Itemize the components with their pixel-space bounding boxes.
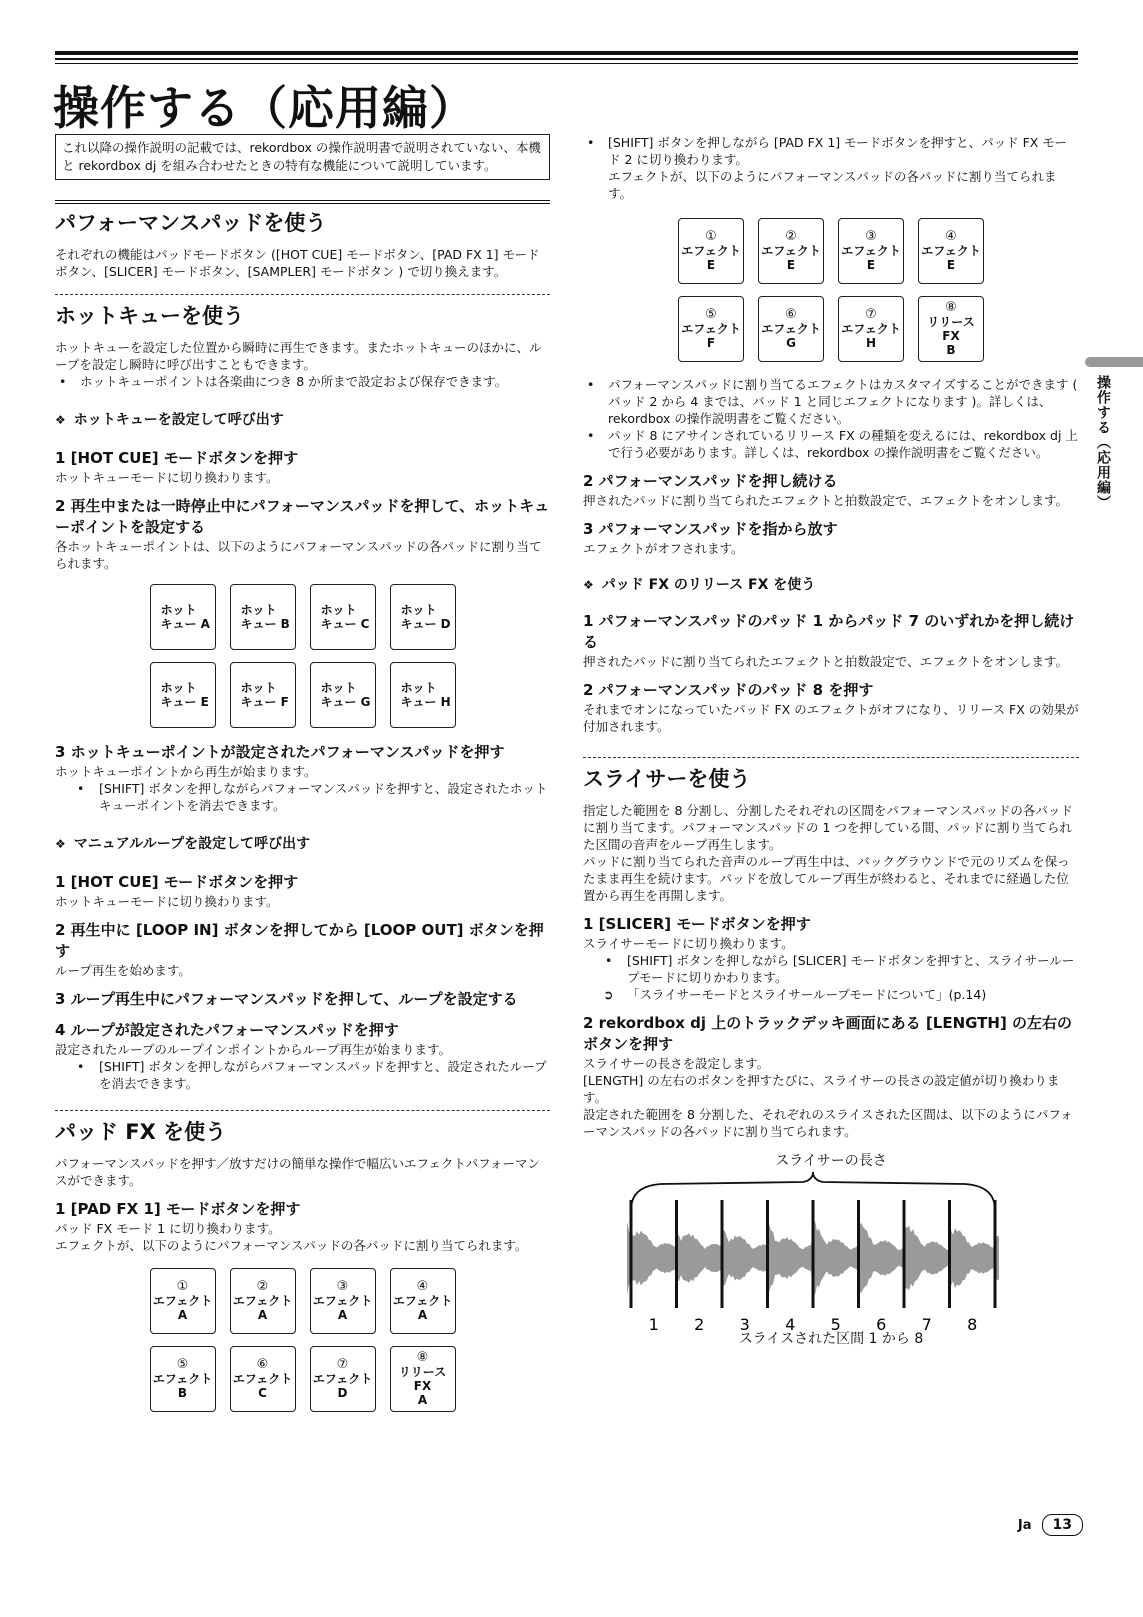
hot-cue-step3-bullet: • [SHIFT] ボタンを押しながらパフォーマンスパッドを押すと、設定されたホットキューポイントを消去できます。 bbox=[55, 780, 550, 814]
manual-loop-sub-heading: ❖ マニュアルループを設定して呼び出す bbox=[55, 836, 311, 852]
hot-cue-sub-heading: ❖ ホットキューを設定して呼び出す bbox=[55, 412, 284, 428]
pad-fx1-5: ⑤ エフェクト B bbox=[150, 1346, 216, 1412]
pad-fx2-5: ⑤ エフェクト F bbox=[678, 296, 744, 362]
performance-pads-heading: パフォーマンスパッドを使う bbox=[55, 200, 550, 238]
slice-number: 5 bbox=[830, 1315, 841, 1334]
pad-fx1-3: ③ エフェクト A bbox=[310, 1268, 376, 1334]
pad-fx-mode2-grid bbox=[583, 218, 1079, 362]
pad-fx-mode1-grid bbox=[55, 1268, 550, 1412]
release-step1-title: 1 パフォーマンスパッドのパッド 1 からパッド 7 のいずれかを押し続ける bbox=[583, 612, 1075, 651]
pad-fx-step1-body1: パッド FX モード 1 に切り換わります。 bbox=[55, 1221, 281, 1236]
slice-number: 8 bbox=[967, 1315, 978, 1334]
slicer-step1-title: 1 [SLICER] モードボタンを押す bbox=[583, 915, 811, 933]
hot-cue-step1-title: 1 [HOT CUE] モードボタンを押す bbox=[55, 449, 299, 467]
loop-step1-title: 1 [HOT CUE] モードボタンを押す bbox=[55, 873, 299, 891]
diamond-icon: ❖ bbox=[583, 578, 594, 592]
pad-fx2-8: ⑧ リリース FX B bbox=[918, 296, 984, 362]
pad-fx-step3-title: 3 パフォーマンスパッドを指から放す bbox=[583, 520, 838, 538]
slicer-step1-body: スライサーモードに切り換わります。 bbox=[583, 936, 794, 951]
side-tab bbox=[1085, 357, 1143, 367]
pad-hot-cue-d: ホット キュー D bbox=[390, 584, 456, 650]
language-code: Ja bbox=[1017, 1517, 1032, 1533]
slicer-step1-bullet: • [SHIFT] ボタンを押しながら [SLICER] モードボタンを押すと、スライサーループモードに切りかわります。 bbox=[583, 952, 1079, 986]
slicer-step2-body1: スライサーの長さを設定します。 bbox=[583, 1056, 770, 1071]
top-rule bbox=[55, 51, 1078, 64]
loop-step4-bullet: • [SHIFT] ボタンを押しながらパフォーマンスパッドを押すと、設定されたループを消去できます。 bbox=[55, 1058, 550, 1092]
hot-cue-heading: ホットキューを使う bbox=[55, 294, 550, 331]
intro-box: これ以降の操作説明の記載では、rekordbox の操作説明書で説明されていない、本機と rekordbox dj を組み合わせたときの特有な機能について説明しています。 bbox=[55, 134, 550, 180]
hot-cue-body: ホットキューを設定した位置から瞬時に再生できます。またホットキューのほかに、ループを設定し瞬時に呼び出すこともできます。 bbox=[55, 340, 542, 372]
page-number: 13 bbox=[1042, 1514, 1083, 1536]
pad-fx-step2-title: 2 パフォーマンスパッドを押し続ける bbox=[583, 472, 838, 490]
slicer-figure bbox=[583, 1148, 1079, 1368]
slicer-heading: スライサーを使う bbox=[583, 757, 1079, 794]
loop-step2-title: 2 再生中に [LOOP IN] ボタンを押してから [LOOP OUT] ボタンを押す bbox=[55, 921, 544, 960]
side-section-label: 操作する（応用編） bbox=[1095, 375, 1111, 510]
pad-hot-cue-f: ホット キュー F bbox=[230, 662, 296, 728]
slicer-body1: 指定した範囲を 8 分割し、分割したそれぞれの区間をパフォーマンスパッドの各パッドに割り当てます。パフォーマンスパッドの 1 つを押している間、パッドに割り当てられた区間の音声をループ再生します。 bbox=[583, 803, 1073, 852]
pad-fx1-8: ⑧ リリース FX A bbox=[390, 1346, 456, 1412]
pad-fx2-7: ⑦ エフェクト H bbox=[838, 296, 904, 362]
pad-hot-cue-e: ホット キュー E bbox=[150, 662, 216, 728]
pad-hot-cue-g: ホット キュー G bbox=[310, 662, 376, 728]
slicer-step2-body2: [LENGTH] の左右のボタンを押すたびに、スライサーの長さの設定値が切り換わります。 bbox=[583, 1073, 1060, 1105]
pad-fx2-6: ⑥ エフェクト G bbox=[758, 296, 824, 362]
slice-number: 3 bbox=[739, 1315, 750, 1334]
slice-number: 6 bbox=[876, 1315, 887, 1334]
hot-cue-bullet: • ホットキューポイントは各楽曲につき 8 か所まで設定および保存できます。 bbox=[55, 373, 550, 390]
arrow-icon: ➲ bbox=[603, 987, 614, 1002]
pad-fx1-1: ① エフェクト A bbox=[150, 1268, 216, 1334]
pad-fx1-2: ② エフェクト A bbox=[230, 1268, 296, 1334]
pad-fx-step1-title: 1 [PAD FX 1] モードボタンを押す bbox=[55, 1200, 301, 1218]
diamond-icon: ❖ bbox=[55, 837, 66, 851]
pad-hot-cue-h: ホット キュー H bbox=[390, 662, 456, 728]
release-step2-body: それまでオンになっていたパッド FX のエフェクトがオフになり、リリース FX の効果が付加されます。 bbox=[583, 702, 1079, 734]
slicer-body2: パッドに割り当てられた音声のループ再生中は、バックグラウンドで元のリズムを保ったまま再生を続けます。パッドを放してループ再生が終わると、それまでに経過した位置から再生を再開します。 bbox=[583, 854, 1070, 903]
hot-cue-step2-title: 2 再生中または一時停止中にパフォーマンスパッドを押して、ホットキューポイントを設定する bbox=[55, 497, 550, 536]
pad-hot-cue-c: ホット キュー C bbox=[310, 584, 376, 650]
pad-fx-bullet-release: • パッド 8 にアサインされているリリース FX の種類を変えるには、rekordbox dj 上で行う必要があります。詳しくは、rekordbox の操作説明書をご覧ください。 bbox=[583, 427, 1079, 461]
slicer-length-label: スライサーの長さ bbox=[775, 1153, 887, 1169]
pad-fx-step3-body: エフェクトがオフされます。 bbox=[583, 541, 744, 556]
pad-fx-mode2-body: エフェクトが、以下のようにパフォーマンスパッドの各パッドに割り当てられます。 bbox=[608, 169, 1057, 201]
slicer-step1-ref: ➲ 「スライサーモードとスライサーループモードについて」(p.14) bbox=[603, 987, 987, 1002]
pad-hot-cue-a: ホット キュー A bbox=[150, 584, 216, 650]
left-column bbox=[55, 134, 550, 1426]
loop-step2-body: ループ再生を始めます。 bbox=[55, 963, 191, 978]
slice-number: 7 bbox=[921, 1315, 932, 1334]
pad-fx1-4: ④ エフェクト A bbox=[390, 1268, 456, 1334]
pad-hot-cue-b: ホット キュー B bbox=[230, 584, 296, 650]
hot-cue-step3-title: 3 ホットキューポイントが設定されたパフォーマンスパッドを押す bbox=[55, 743, 505, 761]
page-title: 操作する（応用編） bbox=[53, 81, 476, 135]
loop-step3-title: 3 ループ再生中にパフォーマンスパッドを押して、ループを設定する bbox=[55, 990, 518, 1008]
pad-fx-mode2-bullet: • [SHIFT] ボタンを押しながら [PAD FX 1] モードボタンを押すと、パッド FX モード 2 に切り換わります。 bbox=[583, 134, 1079, 168]
slicer-sections-label: スライスされた区間 1 から 8 bbox=[738, 1331, 924, 1347]
pad-fx-step2-body: 押されたパッドに割り当てられたエフェクトと拍数設定で、エフェクトをオンします。 bbox=[583, 493, 1069, 508]
pad-fx2-4: ④ エフェクト E bbox=[918, 218, 984, 284]
pad-fx-step1-body2: エフェクトが、以下のようにパフォーマンスパッドの各パッドに割り当てられます。 bbox=[55, 1238, 528, 1253]
page-footer bbox=[1018, 1514, 1083, 1536]
slicer-step2-body3: 設定された範囲を 8 分割した、それぞれのスライスされた区間は、以下のようにパフォーマンスパッドの各パッドに割り当てられます。 bbox=[583, 1107, 1073, 1139]
slice-number: 4 bbox=[785, 1315, 796, 1334]
diamond-icon: ❖ bbox=[55, 413, 66, 427]
loop-step4-title: 4 ループが設定されたパフォーマンスパッドを押す bbox=[55, 1021, 399, 1039]
slice-number: 1 bbox=[648, 1315, 659, 1334]
release-step1-body: 押されたパッドに割り当てられたエフェクトと拍数設定で、エフェクトをオンします。 bbox=[583, 654, 1069, 669]
pad-fx-heading: パッド FX を使う bbox=[55, 1110, 550, 1147]
loop-step1-body: ホットキューモードに切り換わります。 bbox=[55, 894, 279, 909]
release-fx-sub-heading: ❖ パッド FX のリリース FX を使う bbox=[583, 577, 816, 593]
release-step2-title: 2 パフォーマンスパッドのパッド 8 を押す bbox=[583, 681, 874, 699]
pad-fx2-1: ① エフェクト E bbox=[678, 218, 744, 284]
hot-cue-step2-body: 各ホットキューポイントは、以下のようにパフォーマンスパッドの各パッドに割り当てられます。 bbox=[55, 539, 542, 571]
loop-step4-body: 設定されたループのループインポイントからループ再生が始まります。 bbox=[55, 1042, 452, 1057]
pad-fx-bullet-customize: • パフォーマンスパッドに割り当てるエフェクトはカスタマイズすることができます ( パッド 2 から 4 までは、パッド 1 と同じエフェクトになります )。詳しくは、rekordbox の操作説明書をご覧ください。 bbox=[583, 376, 1079, 427]
pad-fx-body: パフォーマンスパッドを押す／放すだけの簡単な操作で幅広いエフェクトパフォーマンスができます。 bbox=[55, 1156, 541, 1188]
pad-fx2-2: ② エフェクト E bbox=[758, 218, 824, 284]
slice-number: 2 bbox=[694, 1315, 705, 1334]
right-column bbox=[583, 134, 1079, 1368]
pad-fx1-7: ⑦ エフェクト D bbox=[310, 1346, 376, 1412]
hot-cue-pad-grid bbox=[55, 584, 550, 728]
hot-cue-step3-body: ホットキューポイントから再生が始まります。 bbox=[55, 764, 317, 779]
pad-fx1-6: ⑥ エフェクト C bbox=[230, 1346, 296, 1412]
slicer-step2-title: 2 rekordbox dj 上のトラックデッキ画面にある [LENGTH] の左右のボタンを押す bbox=[583, 1014, 1073, 1053]
hot-cue-step1-body: ホットキューモードに切り換わります。 bbox=[55, 470, 279, 485]
performance-pads-body: それぞれの機能はパッドモードボタン ([HOT CUE] モードボタン、[PAD FX 1] モードボタン、[SLICER] モードボタン、[SAMPLER] モードボタン ) で切り換えます。 bbox=[55, 247, 540, 279]
pad-fx2-3: ③ エフェクト E bbox=[838, 218, 904, 284]
